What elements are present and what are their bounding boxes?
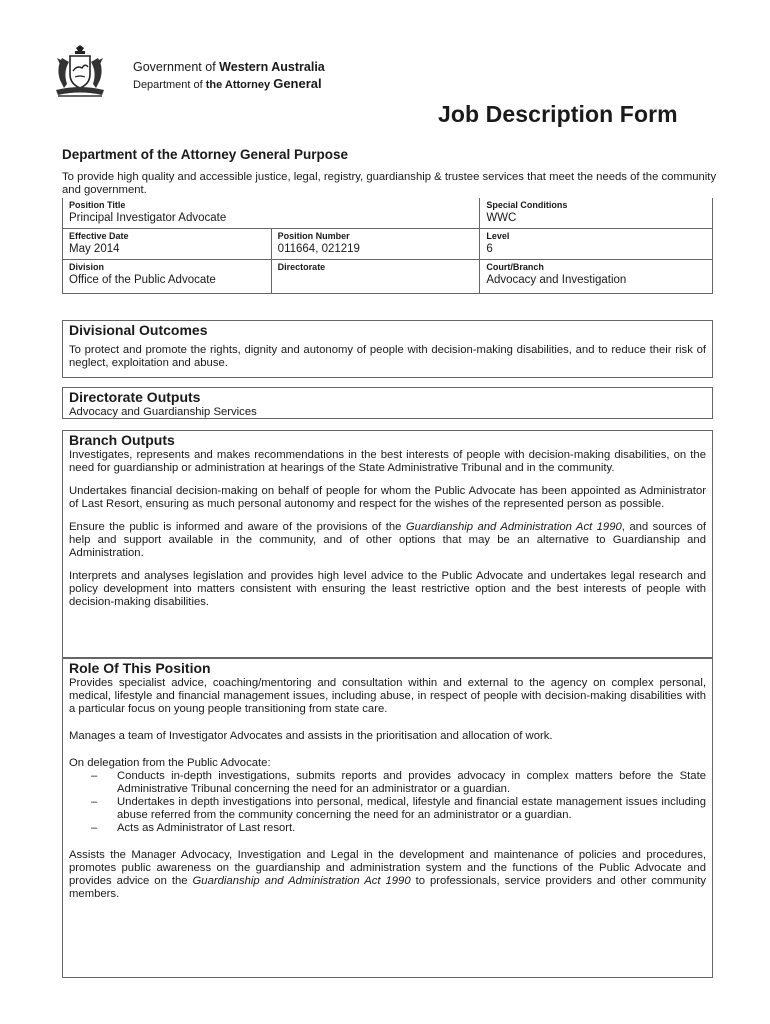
branch-outputs-p1: Investigates, represents and makes recommendations in the best interests of people with decision-making disabilities, on the need for guardianship or administration at hearings of the State Administrative Tribunal and in the community. — [69, 449, 706, 474]
position-number-label: Position Number — [277, 231, 350, 241]
role-p4 — [63, 849, 712, 901]
role-p4-before: Assists the Manager Advocacy, Investigation and Legal in the development and maintenance of policies and procedures, promotes public awareness on the guardianship and administration system and the functions of the Public Advocate and provides advice on the — [69, 849, 706, 887]
position-title-cell — [63, 198, 480, 229]
court-branch-cell — [480, 260, 713, 294]
effective-date-row — [63, 229, 713, 260]
divisional-outcomes-text: To protect and promote the rights, dignity and autonomy of people with decision-making disabilities, and to reduce their risk of neglect, exploitation and abuse. — [69, 344, 706, 369]
act-title: Guardianship and Administration Act 1990 — [405, 521, 622, 533]
bullet-dash: – — [91, 796, 98, 808]
court-branch-value: Advocacy and Investigation — [486, 274, 627, 286]
role-p1: Provides specialist advice, coaching/mentoring and consultation within and external to the agency on complex personal, medical, lifestyle and financial management issues, including abuse, in respect of people with decision-making disabilities with a particular focus on young people transitioning from state care. — [69, 677, 706, 715]
division-value: Office of the Public Advocate — [69, 274, 216, 286]
position-number-value: 011664, 021219 — [277, 243, 360, 255]
gov-name: Western Australia — [219, 60, 325, 74]
wa-coat-of-arms-icon — [54, 44, 106, 98]
divisional-outcomes-section — [62, 320, 713, 378]
role-heading: Role Of This Position — [69, 660, 211, 676]
department-name — [133, 76, 322, 93]
role-section — [62, 658, 713, 978]
directorate-value — [278, 273, 474, 276]
position-title-row — [63, 198, 713, 229]
level-value: 6 — [486, 243, 493, 255]
dept-general: General — [273, 76, 322, 91]
level-label: Level — [486, 231, 510, 241]
list-item-text: Acts as Administrator of Last resort. — [117, 822, 296, 834]
special-conditions-cell — [480, 198, 713, 229]
list-item — [91, 796, 706, 822]
list-item — [91, 770, 706, 796]
role-p3: On delegation from the Public Advocate: — [69, 757, 271, 769]
role-p4-after: to professionals, service providers and other community members. — [69, 875, 707, 900]
act-title: Guardianship and Administration Act 1990 — [192, 875, 411, 887]
dept-the-attorney: the Attorney — [205, 79, 271, 91]
position-title-value: Principal Investigator Advocate — [69, 212, 227, 224]
effective-date-cell — [63, 229, 272, 260]
effective-date-label: Effective Date — [69, 231, 129, 241]
branch-outputs-p4: Interprets and analyses legislation and provides high level advice to the Public Advocate and undertakes legal research and policy development into matters consistent with ensuring the least restrictive option and the best interests of people with decision-making disabilities. — [69, 570, 706, 608]
level-cell — [480, 229, 713, 260]
bullet-dash: – — [91, 822, 98, 834]
purpose-heading: Department of the Attorney General Purpose — [62, 147, 349, 162]
directorate-outputs-section — [62, 387, 713, 419]
position-title-label: Position Title — [69, 200, 126, 210]
special-conditions-label: Special Conditions — [486, 200, 568, 210]
division-cell — [63, 260, 272, 294]
list-item — [91, 822, 706, 835]
directorate-label: Directorate — [277, 262, 326, 272]
dept-prefix: Department of — [133, 79, 203, 91]
branch-outputs-p3-before: Ensure the public is informed and aware of the provisions of the — [69, 521, 406, 533]
list-item-text: Conducts in-depth investigations, submits reports and provides advocacy in complex matters before the State Administrative Tribunal concerning the need for an administrator or a guardian. — [117, 770, 706, 795]
branch-outputs-p3-after: , and sources of help and support available in the community, and of other options that may be an alternative to Guardianship and Administration. — [69, 521, 706, 559]
directorate-cell — [271, 260, 480, 294]
position-details-table — [62, 198, 713, 294]
division-row — [63, 260, 713, 294]
special-conditions-value: WWC — [486, 212, 517, 224]
gov-prefix: Government of — [133, 60, 216, 74]
government-name — [133, 59, 325, 75]
directorate-outputs-heading: Directorate Outputs — [69, 389, 201, 405]
branch-outputs-p2: Undertakes financial decision-making on behalf of people for whom the Public Advocate has been appointed as Administrator of Last Resort, ensuring as much personal autonomy and respect for the wishes of the represented person as possible. — [69, 485, 706, 510]
form-title: Job Description Form — [438, 101, 678, 127]
effective-date-value: May 2014 — [69, 243, 120, 255]
role-delegation-list — [63, 770, 712, 835]
division-label: Division — [69, 262, 105, 272]
role-p2: Manages a team of Investigator Advocates and assists in the prioritisation and allocation of work. — [69, 730, 553, 742]
position-number-cell — [271, 229, 480, 260]
directorate-outputs-text: Advocacy and Guardianship Services — [69, 406, 257, 418]
list-item-text: Undertakes in depth investigations into personal, medical, lifestyle and financial estate management issues including abuse referred from the community concerning the need for an administrator or a guardian. — [117, 796, 706, 821]
purpose-text: To provide high quality and accessible justice, legal, registry, guardianship & trustee services that meet the needs of the community and government. — [62, 171, 717, 196]
branch-outputs-section — [62, 430, 713, 658]
branch-outputs-heading: Branch Outputs — [69, 432, 175, 448]
court-branch-label: Court/Branch — [486, 262, 544, 272]
bullet-dash: – — [91, 770, 98, 782]
branch-outputs-p3 — [63, 521, 712, 560]
divisional-outcomes-heading: Divisional Outcomes — [69, 322, 208, 338]
